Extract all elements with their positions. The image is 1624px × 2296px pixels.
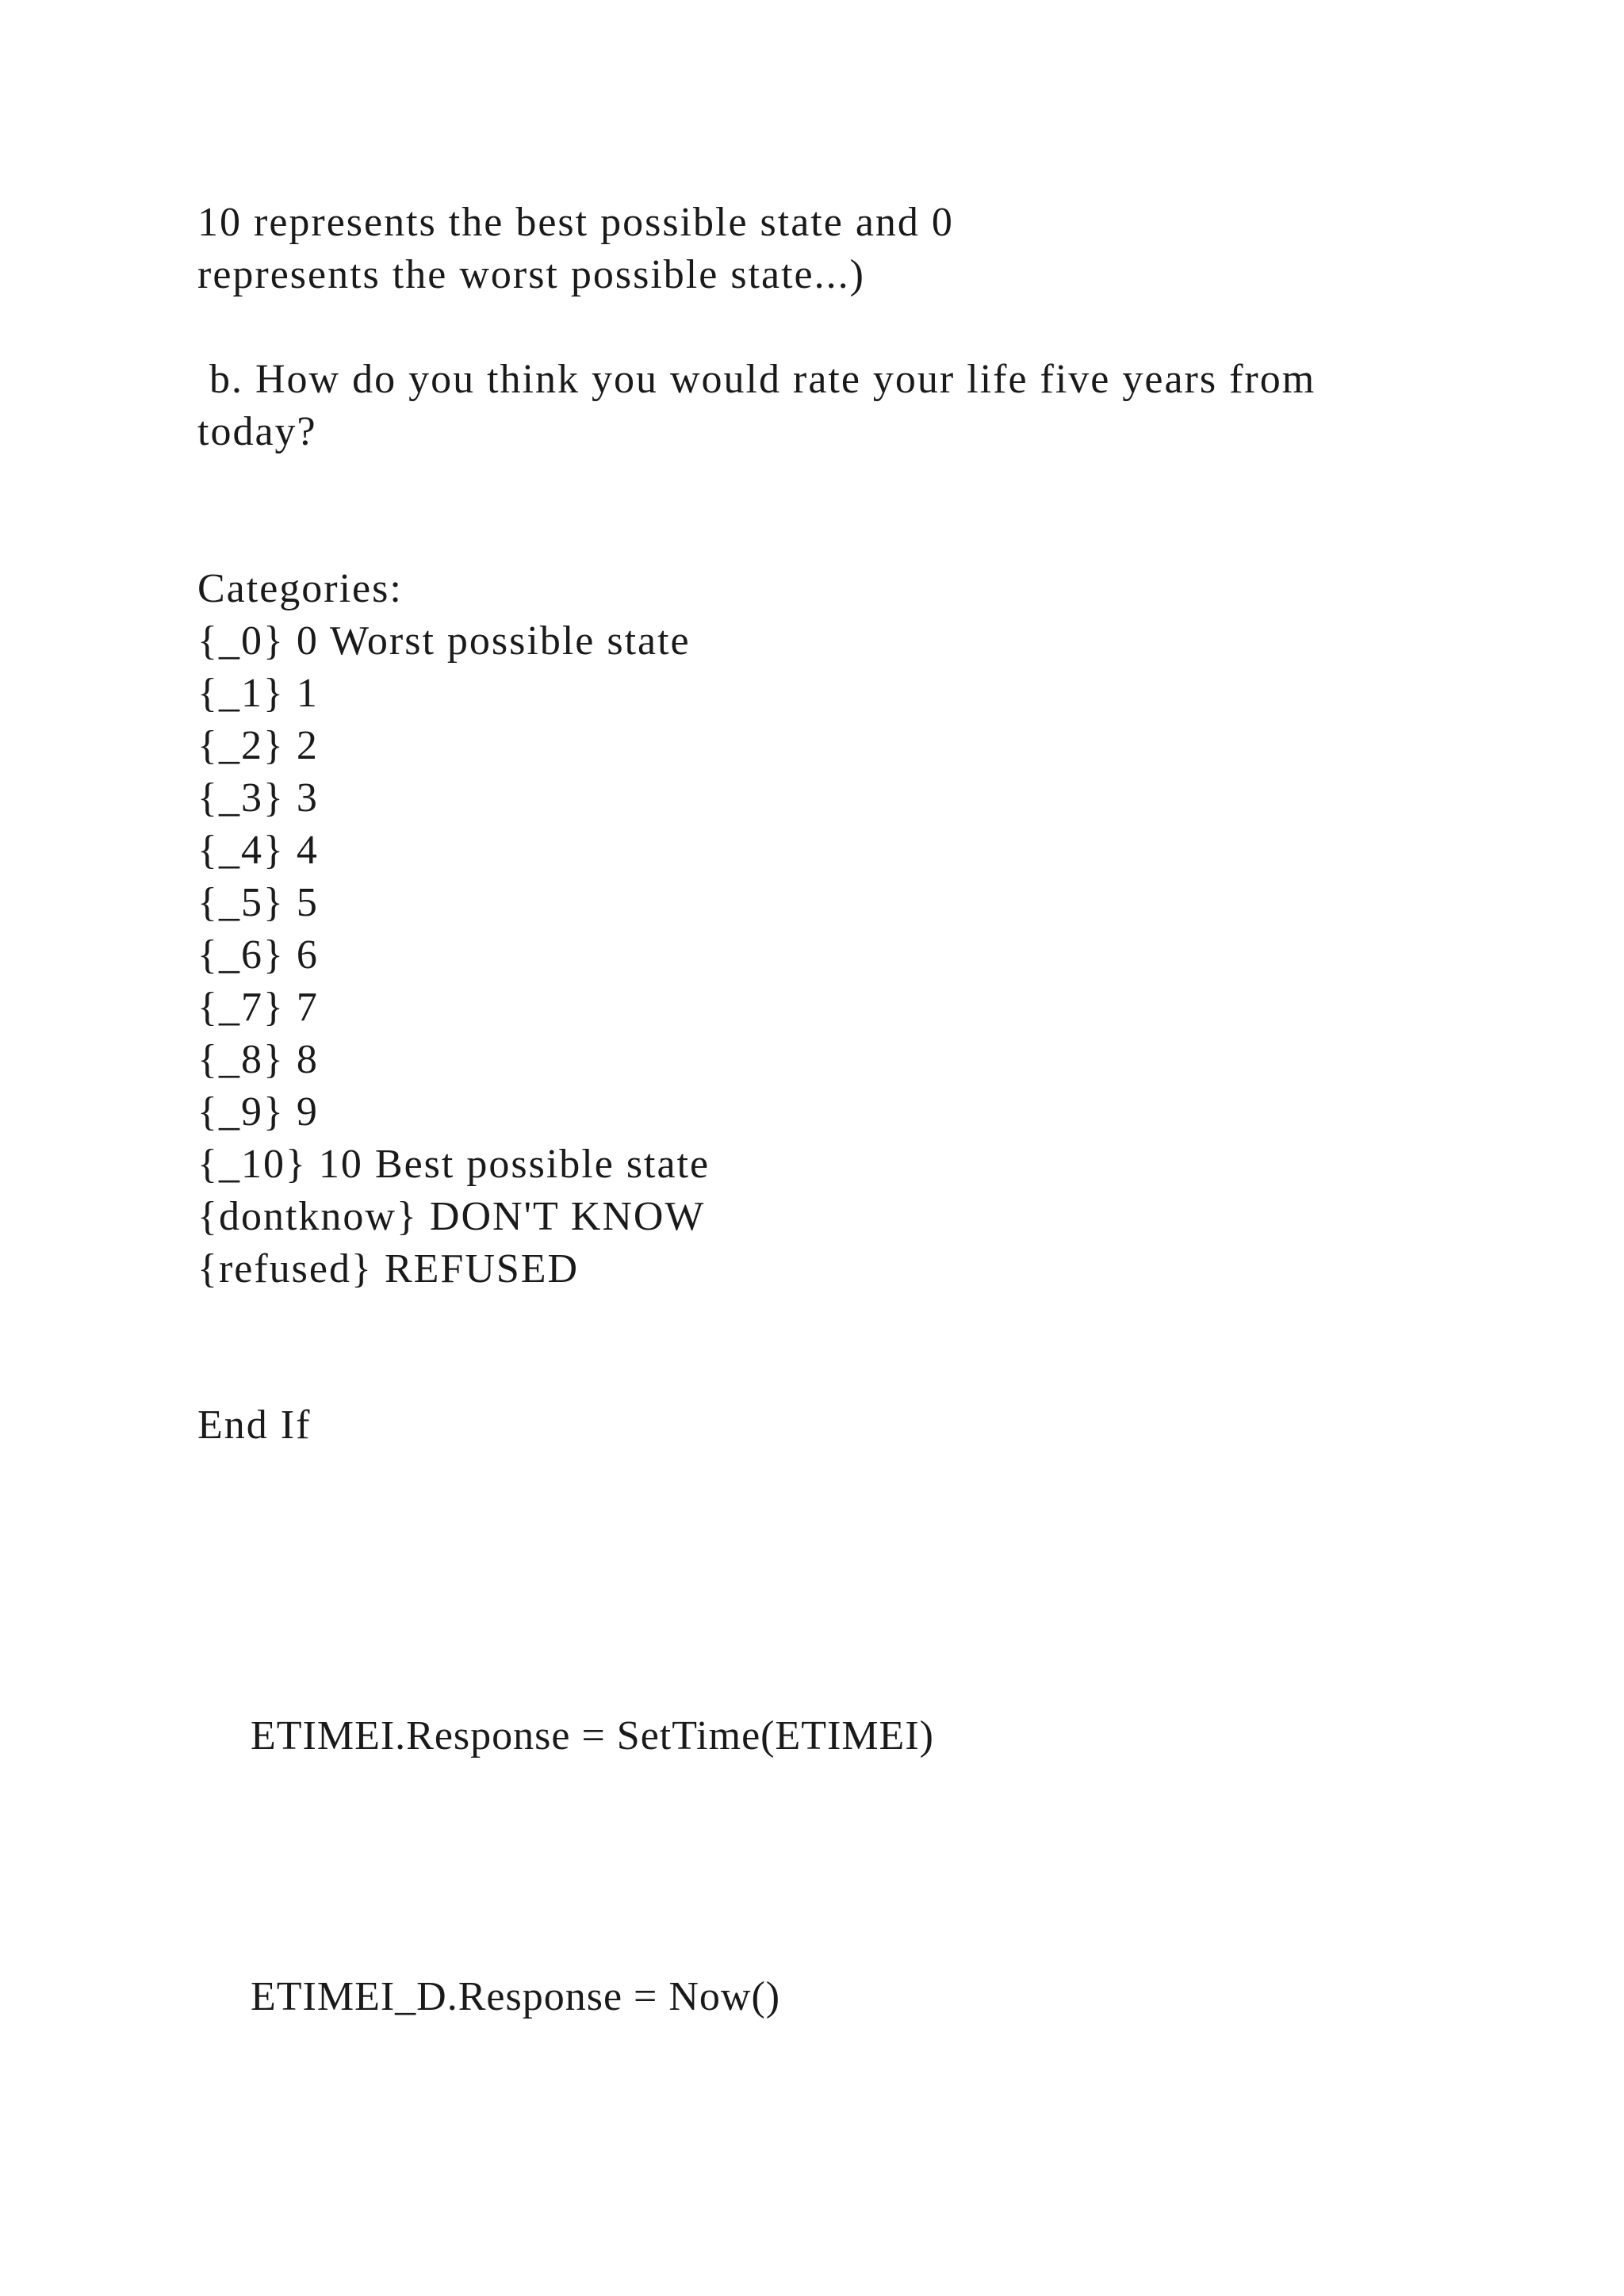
category-item-dontknow: {dontknow} DON'T KNOW <box>197 1194 706 1239</box>
question-line-2: today? <box>197 409 317 454</box>
category-item-10: {_10} 10 Best possible state <box>197 1142 710 1187</box>
category-item-4: {_4} 4 <box>197 828 319 873</box>
question-line-1: b. How do you think you would rate your life five years from <box>197 357 1316 402</box>
intro-line-1: 10 represents the best possible state and 0 <box>197 200 954 245</box>
code-line-settime: ETIMEI.Response = SetTime(ETIMEI) <box>251 1713 934 1758</box>
categories-heading: Categories: <box>197 566 403 611</box>
category-item-2: {_2} 2 <box>197 723 319 768</box>
intro-line-2: represents the worst possible state...) <box>197 252 865 297</box>
category-item-0: {_0} 0 Worst possible state <box>197 618 691 664</box>
category-item-1: {_1} 1 <box>197 671 319 716</box>
category-item-8: {_8} 8 <box>197 1037 319 1082</box>
code-line-now: ETIMEI_D.Response = Now() <box>251 1974 781 2019</box>
category-item-refused: {refused} REFUSED <box>197 1246 580 1292</box>
category-item-9: {_9} 9 <box>197 1089 319 1135</box>
category-item-7: {_7} 7 <box>197 985 319 1030</box>
end-if-statement: End If <box>197 1402 312 1448</box>
category-item-5: {_5} 5 <box>197 880 319 925</box>
category-item-3: {_3} 3 <box>197 775 319 821</box>
category-item-6: {_6} 6 <box>197 932 319 978</box>
